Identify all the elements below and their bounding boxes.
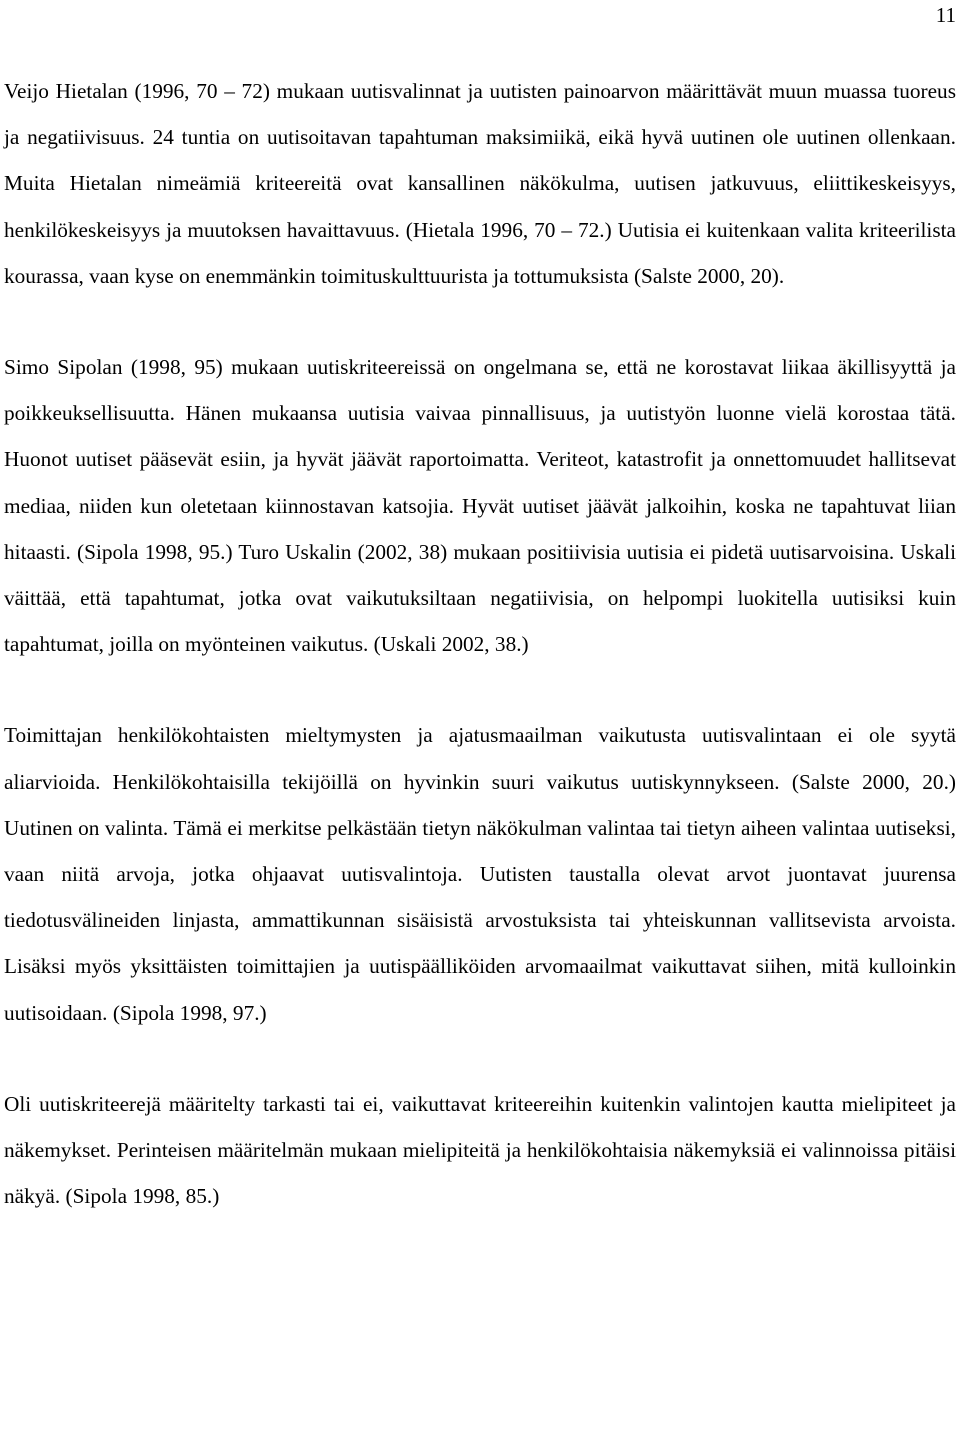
page-number: 11	[935, 3, 956, 27]
paragraph-journalist-influence: Toimittajan henkilökohtaisten mieltymysten ja ajatusmaailman vaikutusta uutisvalintaan ei ole syytä aliarvioida. Henkilökohtaisilla tekijöillä on hyvinkin suuri vaikutus uutiskynnykseen. (Salste 2000, 20.) Uutinen on valinta. Tämä ei merkitse pelkästään tietyn näkökulman valintaa tai tietyn aiheen valintaa uutiseksi, vaan niitä arvoja, jotka ohjaavat uutisvalintoja. Uutisten taustalla olevat arvot juontavat juurensa tiedotusvälineiden linjasta, ammattikunnan sisäisistä arvostuksista tai yhteiskunnan vallitsevista arvoista. Lisäksi myös yksittäisten toimittajien ja uutispäälliköiden arvomaailmat vaikuttavat siihen, mitä kulloinkin uutisoidaan. (Sipola 1998, 97.)	[4, 723, 956, 1025]
paragraph-criteria-problems: Simo Sipolan (1998, 95) mukaan uutiskriteereissä on ongelmana se, että ne korostavat liikaa äkillisyyttä ja poikkeuksellisuutta. Hänen mukaansa uutisia vaivaa pinnallisuus, ja uutistyön luonne vielä korostaa tätä. Huonot uutiset pääsevät esiin, ja hyvät jäävät raportoimatta. Veriteot, katastrofit ja onnettomuudet hallitsevat mediaa, niiden kun oletetaan kiinnostavan katsojia. Hyvät uutiset jäävät jalkoihin, koska ne tapahtuvat liian hitaasti. (Sipola 1998, 95.) Turo Uskalin (2002, 38) mukaan positiivisia uutisia ei pidetä uutisarvoisina. Uskali väittää, että tapahtumat, jotka ovat vaikutuksiltaan negatiivisia, on helpompi luokitella uutisiksi kuin tapahtumat, joilla on myönteinen vaikutus. (Uskali 2002, 38.)	[4, 355, 956, 657]
document-body	[4, 68, 956, 1219]
paragraph-opinions: Oli uutiskriteerejä määritelty tarkasti tai ei, vaikuttavat kriteereihin kuitenkin valintojen kautta mielipiteet ja näkemykset. Perinteisen määritelmän mukaan mielipiteitä ja henkilökohtaisia näkemyksiä ei valinnoissa pitäisi näkyä. (Sipola 1998, 85.)	[4, 1091, 956, 1209]
paragraph-news-selection-criteria: Veijo Hietalan (1996, 70 – 72) mukaan uutisvalinnat ja uutisten painoarvon määrittävät muun muassa tuoreus ja negatiivisuus. 24 tuntia on uutisoitavan tapahtuman maksimiikä, eikä hyvä uutinen ole uutinen ollenkaan. Muita Hietalan nimeämiä kriteereitä ovat kansallinen näkökulma, uutisen jatkuvuus, eliittikeskeisyys, henkilökeskeisyys ja muutoksen havaittavuus. (Hietala 1996, 70 – 72.) Uutisia ei kuitenkaan valita kriteerilista kourassa, vaan kyse on enemmänkin toimituskulttuurista ja tottumuksista (Salste 2000, 20).	[4, 79, 956, 288]
